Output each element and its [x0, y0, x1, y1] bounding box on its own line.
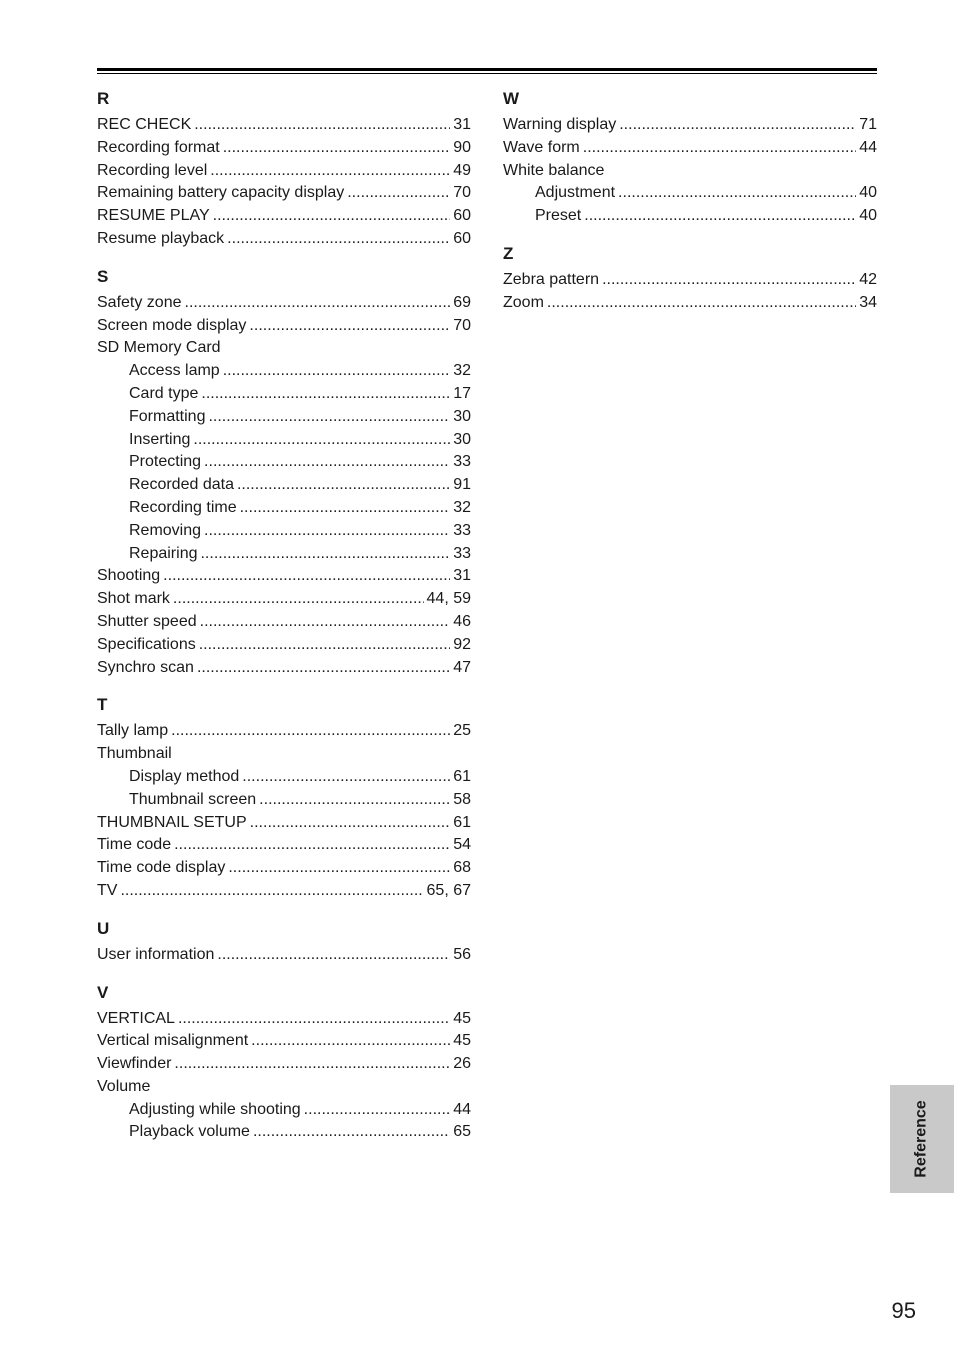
entry-page: 33 [453, 521, 471, 539]
index-entry [97, 789, 471, 812]
dot-leader [173, 588, 424, 611]
dot-leader [178, 1008, 450, 1031]
entry-label: Access lamp [129, 362, 220, 380]
entry-label: Time code [97, 836, 172, 854]
index-section-s [97, 265, 471, 680]
section-letter: U [97, 918, 110, 938]
entry-page: 61 [453, 813, 471, 831]
dot-leader [251, 1030, 450, 1053]
index-entry [97, 451, 471, 474]
entry-label: Volume [97, 1077, 151, 1095]
entry-label: REC CHECK [97, 116, 192, 133]
entry-label: Synchro scan [97, 658, 194, 676]
section-letter: R [97, 89, 110, 108]
entry-label: Protecting [129, 453, 202, 471]
dot-leader [199, 634, 450, 657]
entry-page: 17 [453, 384, 471, 402]
index-entry [503, 182, 877, 205]
index-column-right [503, 87, 877, 329]
entry-page: 31 [453, 567, 471, 585]
entry-page: 70 [453, 316, 471, 334]
entry-page: 60 [453, 229, 471, 247]
section-letter: Z [503, 243, 514, 263]
entry-page: 65, 67 [426, 881, 471, 899]
dot-leader [217, 944, 450, 967]
entry-label: White balance [503, 161, 605, 179]
index-entry [97, 228, 471, 251]
entry-label: Adjusting while shooting [129, 1100, 301, 1118]
index-entry [97, 857, 471, 880]
entry-label: Preset [535, 207, 582, 225]
index-entry [97, 812, 471, 835]
entry-label: Shot mark [97, 590, 170, 608]
dot-leader [304, 1099, 451, 1122]
dot-leader [547, 292, 856, 315]
entry-page: 25 [453, 722, 471, 740]
index-entry [97, 611, 471, 634]
index-entry [97, 766, 471, 789]
entry-page: 26 [453, 1055, 471, 1073]
entry-label: Warning display [503, 116, 617, 133]
index-entry [97, 474, 471, 497]
index-entry [97, 337, 471, 360]
index-entry [97, 1053, 471, 1076]
entry-label: Screen mode display [97, 316, 247, 334]
entry-label: TV [97, 881, 118, 899]
entry-page: 61 [453, 767, 471, 785]
index-entry [97, 360, 471, 383]
entry-page: 31 [453, 116, 471, 133]
entry-page: 33 [453, 544, 471, 562]
index-entry [97, 160, 471, 183]
entry-page: 32 [453, 362, 471, 380]
dot-leader [194, 114, 450, 137]
dot-leader [237, 474, 450, 497]
entry-label: Recording level [97, 161, 208, 179]
index-entry [503, 160, 877, 183]
index-section-t [97, 693, 471, 902]
dot-leader [347, 182, 450, 205]
reference-tab [890, 1085, 954, 1193]
entry-page: 44 [453, 1100, 471, 1118]
entry-label: Repairing [129, 544, 198, 562]
entry-page: 71 [859, 116, 877, 133]
index-section-v [97, 981, 471, 1145]
dot-leader [201, 383, 450, 406]
entry-page: 58 [453, 790, 471, 808]
dot-leader [227, 228, 450, 251]
dot-leader [259, 789, 450, 812]
index-entry [97, 497, 471, 520]
reference-tab-label: Reference [913, 1100, 930, 1178]
entry-label: Recorded data [129, 476, 234, 494]
index-entry [97, 315, 471, 338]
index-entry [97, 137, 471, 160]
entry-page: 65 [453, 1123, 471, 1141]
entry-label: Wave form [503, 138, 580, 156]
entry-page: 49 [453, 161, 471, 179]
entry-page: 91 [453, 476, 471, 494]
index-entry [97, 114, 471, 137]
header-rule-thin [97, 73, 877, 74]
index-entry [97, 944, 471, 967]
section-letter: S [97, 266, 109, 286]
dot-leader [204, 520, 450, 543]
dot-leader [242, 766, 450, 789]
dot-leader [602, 269, 856, 292]
entry-label: Formatting [129, 407, 206, 425]
entry-page: 70 [453, 184, 471, 202]
entry-label: Remaining battery capacity display [97, 184, 345, 202]
index-entry [97, 1076, 471, 1099]
index-entry [503, 137, 877, 160]
entry-page: 68 [453, 859, 471, 877]
entry-label: THUMBNAIL SETUP [97, 813, 247, 831]
entry-label: RESUME PLAY [97, 207, 210, 225]
index-entry [503, 269, 877, 292]
header-rule-thick [97, 68, 877, 71]
dot-leader [200, 543, 450, 566]
index-section-z [503, 242, 877, 315]
entry-label: Specifications [97, 635, 196, 653]
entry-label: Vertical misalignment [97, 1032, 249, 1050]
entry-label: SD Memory Card [97, 339, 221, 357]
entry-label: Shooting [97, 567, 161, 585]
dot-leader [223, 360, 451, 383]
entry-label: Zebra pattern [503, 270, 600, 288]
index-section-w [503, 87, 877, 228]
index-entry [97, 543, 471, 566]
dot-leader [618, 182, 856, 205]
entry-page: 47 [453, 658, 471, 676]
dot-leader [174, 1053, 450, 1076]
dot-leader [223, 137, 450, 160]
entry-label: Thumbnail [97, 745, 172, 763]
index-entry [97, 406, 471, 429]
entry-page: 92 [453, 635, 471, 653]
entry-page: 44 [859, 138, 877, 156]
dot-leader [249, 315, 450, 338]
dot-leader [584, 205, 856, 228]
entry-label: Card type [129, 384, 199, 402]
entry-label: Time code display [97, 859, 226, 877]
dot-leader [228, 857, 450, 880]
index-column-left [97, 87, 471, 1158]
dot-leader [120, 880, 423, 903]
section-letter: V [97, 982, 109, 1002]
index-entry [97, 383, 471, 406]
page-number: 95 [891, 1298, 916, 1323]
entry-page: 42 [859, 270, 877, 288]
index-entry [97, 634, 471, 657]
entry-label: Zoom [503, 293, 544, 311]
dot-leader [208, 406, 450, 429]
dot-leader [240, 497, 451, 520]
dot-leader [204, 451, 450, 474]
dot-leader [200, 611, 451, 634]
index-entry [97, 588, 471, 611]
dot-leader [163, 565, 450, 588]
entry-page: 40 [859, 207, 877, 225]
index-entry [97, 1008, 471, 1031]
entry-page: 54 [453, 836, 471, 854]
entry-label: Playback volume [129, 1123, 250, 1141]
index-entry [97, 1030, 471, 1053]
dot-leader [185, 292, 451, 315]
index-entry [97, 205, 471, 228]
entry-page: 45 [453, 1009, 471, 1027]
entry-label: VERTICAL [97, 1009, 175, 1027]
entry-page: 34 [859, 293, 877, 311]
entry-page: 44, 59 [426, 590, 471, 608]
entry-label: User information [97, 945, 215, 963]
entry-page: 56 [453, 945, 471, 963]
index-section-u [97, 917, 471, 967]
entry-label: Removing [129, 521, 202, 539]
index-entry [97, 720, 471, 743]
entry-label: Thumbnail screen [129, 790, 257, 808]
entry-page: 30 [453, 407, 471, 425]
entry-label: Viewfinder [97, 1055, 172, 1073]
index-entry [97, 292, 471, 315]
index-entry [97, 834, 471, 857]
entry-label: Recording time [129, 498, 237, 516]
dot-leader [171, 720, 450, 743]
dot-leader [210, 160, 450, 183]
index-entry [97, 1099, 471, 1122]
entry-label: Tally lamp [97, 722, 169, 740]
index-entry [97, 520, 471, 543]
index-entry [503, 205, 877, 228]
entry-label: Resume playback [97, 229, 225, 247]
dot-leader [193, 429, 450, 452]
index-entry [97, 880, 471, 903]
entry-page: 69 [453, 293, 471, 311]
index-entry [97, 565, 471, 588]
entry-page: 45 [453, 1032, 471, 1050]
index-entry [503, 114, 877, 137]
section-letter: T [97, 695, 108, 715]
dot-leader [253, 1121, 450, 1144]
dot-leader [583, 137, 856, 160]
index-section-r [97, 87, 471, 251]
entry-label: Recording format [97, 138, 220, 156]
dot-leader [213, 205, 451, 228]
index-entry [97, 429, 471, 452]
dot-leader [174, 834, 450, 857]
section-letter: W [503, 89, 520, 108]
entry-page: 33 [453, 453, 471, 471]
entry-label: Inserting [129, 430, 191, 448]
dot-leader [197, 657, 450, 680]
entry-page: 30 [453, 430, 471, 448]
entry-page: 46 [453, 612, 471, 630]
entry-label: Safety zone [97, 293, 182, 311]
dot-leader [250, 812, 451, 835]
entry-label: Adjustment [535, 184, 616, 202]
dot-leader [619, 114, 856, 137]
entry-label: Shutter speed [97, 612, 197, 630]
entry-label: Display method [129, 767, 240, 785]
entry-page: 40 [859, 184, 877, 202]
entry-page: 60 [453, 207, 471, 225]
index-entry [503, 292, 877, 315]
index-entry [97, 743, 471, 766]
entry-page: 90 [453, 138, 471, 156]
entry-page: 32 [453, 498, 471, 516]
index-entry [97, 182, 471, 205]
index-entry [97, 1121, 471, 1144]
index-entry [97, 657, 471, 680]
